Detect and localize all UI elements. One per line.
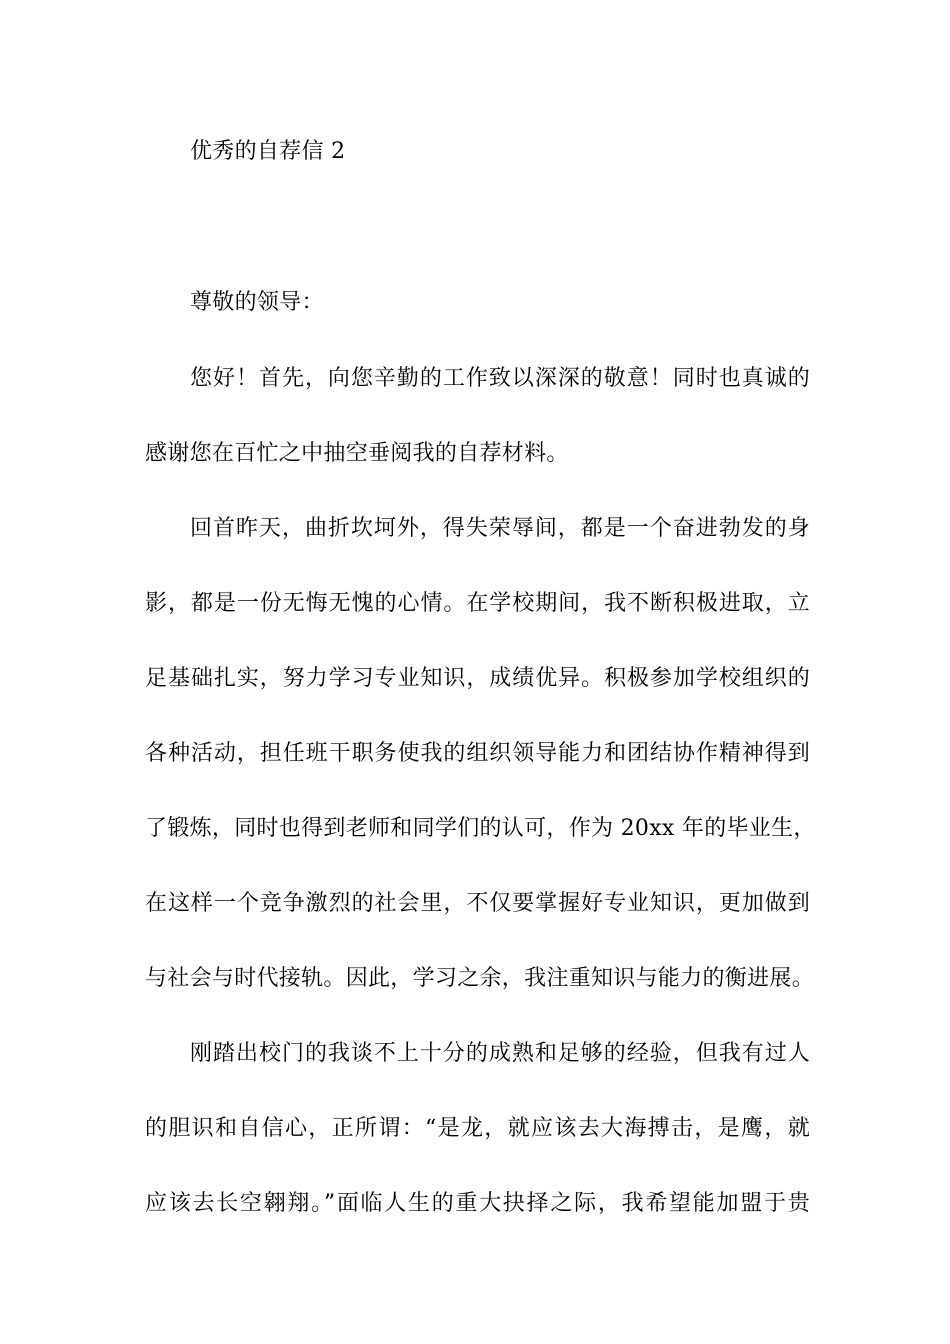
document-title: 优秀的自荐信 2 (190, 139, 346, 164)
paragraph-line: 影，都是一份无悔无愧的心情。在学校期间，我不断积极进取，立 (145, 591, 810, 616)
paragraph-line: 了锻炼，同时也得到老师和同学们的认可，作为 20xx 年的毕业生， (145, 816, 816, 841)
paragraph-line: 您好！首先，向您辛勤的工作致以深深的敬意！同时也真诚的 (190, 366, 810, 391)
paragraph-line: 感谢您在百忙之中抽空垂阅我的自荐材料。 (145, 441, 569, 466)
paragraph-line: 回首昨天，曲折坎坷外，得失荣辱间，都是一个奋进勃发的身 (190, 516, 810, 541)
paragraph-line: 与社会与时代接轨。因此，学习之余，我注重知识与能力的衡进展。 (145, 966, 815, 991)
paragraph-line: 应该去长空翱翔。”面临人生的重大抉择之际，我希望能加盟于贵 (145, 1191, 810, 1216)
paragraph-line: 足基础扎实，努力学习专业知识，成绩优异。积极参加学校组织的 (145, 666, 810, 691)
salutation: 尊敬的领导： (190, 290, 324, 315)
paragraph-line: 各种活动，担任班干职务使我的组织领导能力和团结协作精神得到 (145, 741, 810, 766)
paragraph-line: 刚踏出校门的我谈不上十分的成熟和足够的经验，但我有过人 (190, 1041, 810, 1066)
paragraph-line: 的胆识和自信心，正所谓：“是龙，就应该去大海搏击，是鹰，就 (145, 1116, 810, 1141)
paragraph-line: 在这样一个竞争激烈的社会里，不仅要掌握好专业知识，更加做到 (145, 891, 810, 916)
